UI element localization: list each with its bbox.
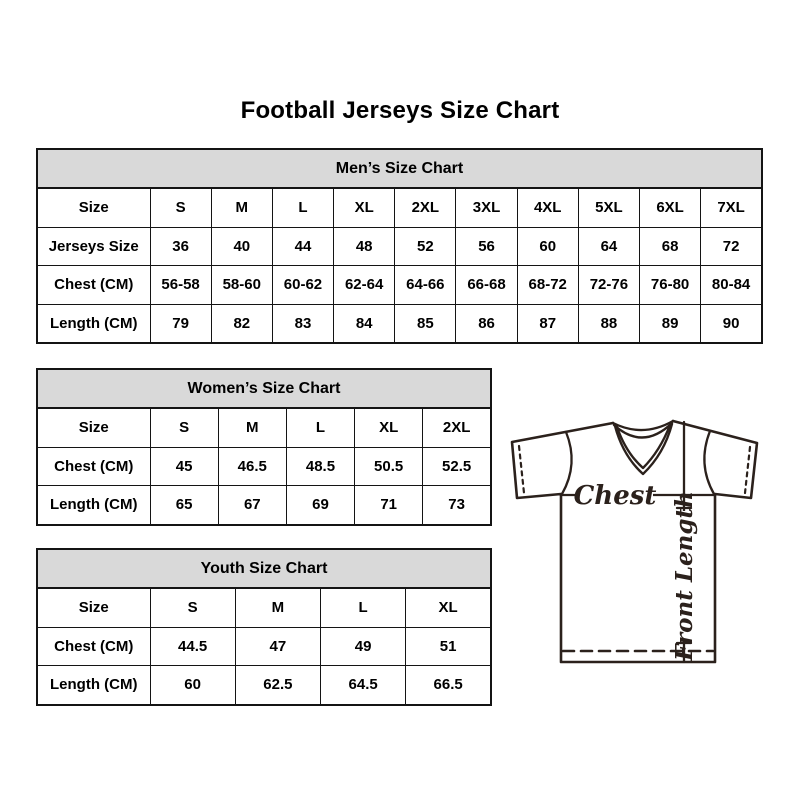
table-row <box>37 627 491 666</box>
size-value-cell: 46.5 <box>218 447 286 486</box>
front-length-measurement-label: Front Length <box>671 491 698 661</box>
size-value-cell: 72-76 <box>578 266 639 305</box>
size-value-cell: 64.5 <box>321 666 406 705</box>
table-row <box>37 304 762 343</box>
size-value-cell: 45 <box>150 447 218 486</box>
size-value-cell: 36 <box>150 227 211 266</box>
youth-size-table <box>36 548 492 706</box>
size-value-cell: 52.5 <box>423 447 491 486</box>
size-value-cell: 50.5 <box>355 447 423 486</box>
size-value-cell: 2XL <box>423 408 491 447</box>
row-label: Size <box>37 188 150 227</box>
youth-table-title: Youth Size Chart <box>37 549 491 588</box>
table-header-row <box>37 149 762 188</box>
left-cuff-dashed-line <box>519 446 524 493</box>
row-label: Chest (CM) <box>37 627 150 666</box>
size-value-cell: 79 <box>150 304 211 343</box>
size-value-cell: 5XL <box>578 188 639 227</box>
row-label: Length (CM) <box>37 486 150 525</box>
size-value-cell: 48.5 <box>286 447 354 486</box>
size-value-cell: L <box>286 408 354 447</box>
table-row <box>37 408 491 447</box>
table-row <box>37 266 762 305</box>
size-value-cell: L <box>321 588 406 627</box>
table-header-row <box>37 369 491 408</box>
size-value-cell: M <box>235 588 320 627</box>
table-row <box>37 447 491 486</box>
size-value-cell: 90 <box>701 304 762 343</box>
size-value-cell: 89 <box>640 304 701 343</box>
jersey-measurement-diagram <box>505 398 765 673</box>
size-value-cell: 60-62 <box>272 266 333 305</box>
size-value-cell: XL <box>355 408 423 447</box>
size-value-cell: XL <box>334 188 395 227</box>
left-armhole-seam <box>562 432 572 494</box>
size-value-cell: 68 <box>640 227 701 266</box>
womens-table-title: Women’s Size Chart <box>37 369 491 408</box>
size-value-cell: 83 <box>272 304 333 343</box>
size-value-cell: 47 <box>235 627 320 666</box>
mens-size-table <box>36 148 763 344</box>
table-row <box>37 666 491 705</box>
row-label: Length (CM) <box>37 666 150 705</box>
chest-measurement-label: Chest <box>573 481 657 511</box>
size-value-cell: 67 <box>218 486 286 525</box>
size-value-cell: 66-68 <box>456 266 517 305</box>
page-title: Football Jerseys Size Chart <box>240 97 560 124</box>
size-value-cell: 73 <box>423 486 491 525</box>
size-value-cell: 58-60 <box>211 266 272 305</box>
size-value-cell: 56 <box>456 227 517 266</box>
right-armhole-seam <box>704 431 714 494</box>
size-value-cell: 44.5 <box>150 627 235 666</box>
size-value-cell: 48 <box>334 227 395 266</box>
size-value-cell: M <box>211 188 272 227</box>
size-value-cell: XL <box>406 588 491 627</box>
size-value-cell: 52 <box>395 227 456 266</box>
size-value-cell: 3XL <box>456 188 517 227</box>
size-value-cell: 86 <box>456 304 517 343</box>
size-value-cell: 7XL <box>701 188 762 227</box>
row-label: Size <box>37 408 150 447</box>
size-value-cell: 62.5 <box>235 666 320 705</box>
size-value-cell: S <box>150 408 218 447</box>
size-value-cell: 64-66 <box>395 266 456 305</box>
jersey-icon <box>505 398 765 673</box>
row-label: Chest (CM) <box>37 447 150 486</box>
row-label: Length (CM) <box>37 304 150 343</box>
size-value-cell: 68-72 <box>517 266 578 305</box>
size-value-cell: S <box>150 188 211 227</box>
size-value-cell: 60 <box>150 666 235 705</box>
size-value-cell: 85 <box>395 304 456 343</box>
size-value-cell: 69 <box>286 486 354 525</box>
size-value-cell: 4XL <box>517 188 578 227</box>
size-value-cell: 44 <box>272 227 333 266</box>
row-label: Size <box>37 588 150 627</box>
size-value-cell: 40 <box>211 227 272 266</box>
size-value-cell: 66.5 <box>406 666 491 705</box>
row-label: Jerseys Size <box>37 227 150 266</box>
size-value-cell: 72 <box>701 227 762 266</box>
size-value-cell: 71 <box>355 486 423 525</box>
mens-table-title: Men’s Size Chart <box>37 149 762 188</box>
jersey-outline <box>512 421 757 662</box>
table-row <box>37 227 762 266</box>
size-value-cell: 56-58 <box>150 266 211 305</box>
size-value-cell: 51 <box>406 627 491 666</box>
size-value-cell: 88 <box>578 304 639 343</box>
size-value-cell: 2XL <box>395 188 456 227</box>
table-header-row <box>37 549 491 588</box>
size-value-cell: 64 <box>578 227 639 266</box>
size-value-cell: M <box>218 408 286 447</box>
size-value-cell: 65 <box>150 486 218 525</box>
table-row <box>37 486 491 525</box>
size-value-cell: 62-64 <box>334 266 395 305</box>
right-cuff-dashed-line <box>745 447 750 493</box>
size-value-cell: 76-80 <box>640 266 701 305</box>
size-value-cell: S <box>150 588 235 627</box>
size-value-cell: 60 <box>517 227 578 266</box>
size-value-cell: 49 <box>321 627 406 666</box>
size-value-cell: 80-84 <box>701 266 762 305</box>
size-value-cell: 87 <box>517 304 578 343</box>
table-row <box>37 188 762 227</box>
size-value-cell: L <box>272 188 333 227</box>
row-label: Chest (CM) <box>37 266 150 305</box>
size-value-cell: 84 <box>334 304 395 343</box>
womens-size-table <box>36 368 492 526</box>
size-value-cell: 82 <box>211 304 272 343</box>
table-row <box>37 588 491 627</box>
size-value-cell: 6XL <box>640 188 701 227</box>
